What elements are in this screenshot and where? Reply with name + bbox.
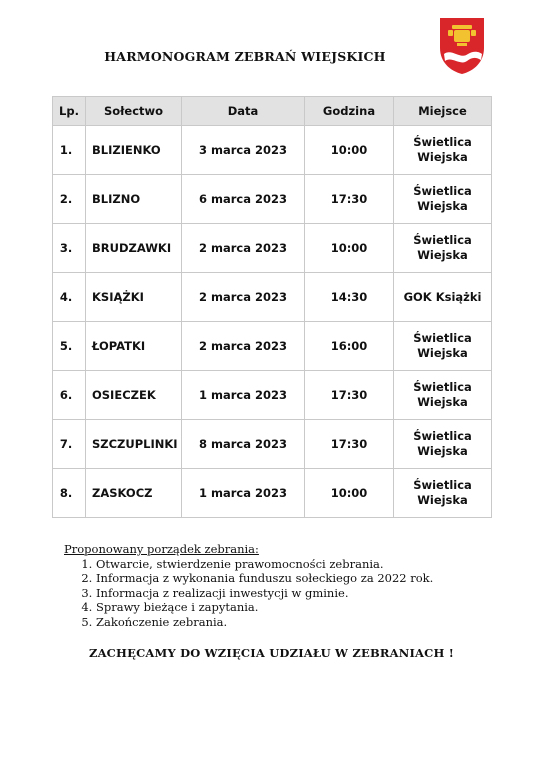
cell-solectwo: BLIZNO [86,175,182,224]
table-row [53,126,492,175]
cell-miejsce: Świetlica Wiejska [394,224,492,273]
table-row [53,273,492,322]
cell-miejsce: Świetlica Wiejska [394,420,492,469]
cell-godzina: 17:30 [305,175,394,224]
cell-lp: 2. [53,175,86,224]
cell-lp: 7. [53,420,86,469]
agenda-item: 5. Zakończenie zebrania. [96,615,433,630]
cell-solectwo: BRUDZAWKI [86,224,182,273]
cell-data: 1 marca 2023 [182,371,305,420]
table-row [53,371,492,420]
cell-data: 6 marca 2023 [182,175,305,224]
table-row [53,224,492,273]
cell-miejsce: Świetlica Wiejska [394,322,492,371]
cell-data: 8 marca 2023 [182,420,305,469]
agenda-item: 2. Informacja z wykonania funduszu sołeckiego za 2022 rok. [96,571,433,586]
cell-miejsce: Świetlica Wiejska [394,371,492,420]
table-row [53,469,492,518]
cell-data: 2 marca 2023 [182,273,305,322]
column-header-data: Data [182,97,305,126]
cell-solectwo: BLIZIENKO [86,126,182,175]
footer-invitation: ZACHĘCAMY DO WZIĘCIA UDZIAŁU W ZEBRANIACH ! [88,646,455,660]
cell-lp: 3. [53,224,86,273]
cell-solectwo: OSIECZEK [86,371,182,420]
cell-solectwo: SZCZUPLINKI [86,420,182,469]
cell-godzina: 14:30 [305,273,394,322]
cell-lp: 1. [53,126,86,175]
cell-solectwo: ŁOPATKI [86,322,182,371]
cell-godzina: 17:30 [305,420,394,469]
table-row [53,175,492,224]
agenda-item: 1. Otwarcie, stwierdzenie prawomocności zebrania. [96,557,433,572]
agenda [64,542,433,629]
cell-godzina: 10:00 [305,469,394,518]
cell-solectwo: ZASKOCZ [86,469,182,518]
cell-data: 1 marca 2023 [182,469,305,518]
cell-data: 3 marca 2023 [182,126,305,175]
agenda-item: 4. Sprawy bieżące i zapytania. [96,600,433,615]
cell-data: 2 marca 2023 [182,224,305,273]
agenda-list [64,557,433,630]
cell-lp: 6. [53,371,86,420]
cell-godzina: 10:00 [305,126,394,175]
column-header-miejsce: Miejsce [394,97,492,126]
column-header-solectwo: Sołectwo [86,97,182,126]
cell-lp: 4. [53,273,86,322]
cell-miejsce: Świetlica Wiejska [394,126,492,175]
cell-solectwo: KSIĄŻKI [86,273,182,322]
cell-miejsce: Świetlica Wiejska [394,469,492,518]
agenda-item: 3. Informacja z realizacji inwestycji w gminie. [96,586,433,601]
cell-data: 2 marca 2023 [182,322,305,371]
agenda-heading: Proponowany porządek zebrania: [64,542,259,556]
cell-lp: 5. [53,322,86,371]
cell-miejsce: Świetlica Wiejska [394,175,492,224]
coat-of-arms-icon [438,16,486,76]
table-row [53,420,492,469]
cell-lp: 8. [53,469,86,518]
table-header-row [53,97,492,126]
table-row [53,322,492,371]
column-header-lp: Lp. [53,97,86,126]
cell-miejsce: GOK Książki [394,273,492,322]
column-header-godzina: Godzina [305,97,394,126]
schedule-table [52,96,492,518]
document-title: HARMONOGRAM ZEBRAŃ WIEJSKICH [104,49,386,64]
cell-godzina: 10:00 [305,224,394,273]
cell-godzina: 17:30 [305,371,394,420]
cell-godzina: 16:00 [305,322,394,371]
